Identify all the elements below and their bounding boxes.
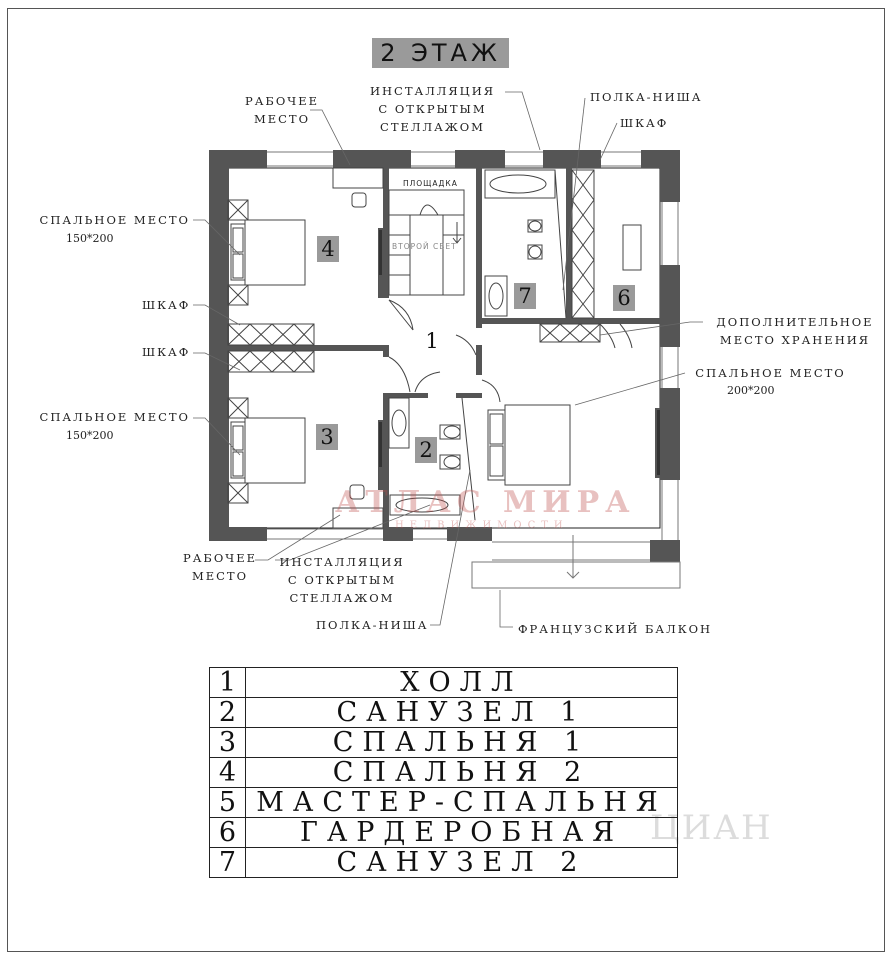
watermark-tagline: НЕДВИЖИМОСТИ [395,520,569,531]
floor-title: 2 ЭТАЖ [372,38,509,68]
label-bed-room3 [25,408,190,426]
legend-body [210,668,678,878]
room-number-6: 6 [613,285,635,311]
label-bed-master-size: 200*200 [727,384,775,397]
legend-room-name: МАСТЕР-СПАЛЬНЯ [246,788,678,818]
label-bed-master [688,364,853,382]
legend-room-name: САНУЗЕЛ 1 [246,698,678,728]
second-light-label: ВТОРОЙ СВЕТ [392,242,457,251]
room-number-2: 2 [415,437,437,463]
legend-row [210,668,678,698]
legend-number: 3 [210,728,246,758]
label-closet-left-1: ШКАФ [142,298,191,312]
label-install-bottom-text: ИНСТАЛЛЯЦИЯ С ОТКРЫТЫМ СТЕЛЛАЖОМ [279,555,405,605]
legend-number: 2 [210,698,246,728]
label-work-top [236,92,328,128]
leader-lines [193,92,703,627]
label-bed-room3-name: СПАЛЬНОЕ МЕСТО [39,410,190,424]
label-install-top-text: ИНСТАЛЛЯЦИЯ С ОТКРЫТЫМ СТЕЛЛАЖОМ [369,84,496,134]
watermark-corner: ЦИАН [650,808,773,848]
legend-number: 7 [210,848,246,878]
label-work-bottom [180,549,260,585]
label-work-top-text: РАБОЧЕЕ МЕСТО [244,94,319,126]
label-work-bottom-text: РАБОЧЕЕ МЕСТО [182,551,257,583]
label-closet-left-2: ШКАФ [142,345,191,359]
legend-row [210,698,678,728]
legend-number: 5 [210,788,246,818]
label-bed-room3-size: 150*200 [66,429,114,442]
legend-room-name: СПАЛЬНЯ 1 [246,728,678,758]
label-install-top [360,82,505,136]
label-closet-top: ШКАФ [620,116,669,130]
label-extra-storage-text: ДОПОЛНИТЕЛЬНОЕ МЕСТО ХРАНЕНИЯ [716,315,874,347]
label-bed-room4 [25,211,190,229]
legend-row [210,818,678,848]
legend-number: 4 [210,758,246,788]
label-install-bottom [268,553,416,607]
label-shelf-bottom: ПОЛКА-НИША [316,618,429,632]
room-number-7: 7 [514,283,536,309]
legend-row [210,788,678,818]
watermark-brand: АТЛАС МИРА [335,485,636,520]
label-bed-room4-size: 150*200 [66,232,114,245]
label-bed-master-name: СПАЛЬНОЕ МЕСТО [695,366,846,380]
legend-room-name: САНУЗЕЛ 2 [246,848,678,878]
label-extra-storage [705,313,885,349]
room-number-4: 4 [317,236,339,262]
legend-room-name: ГАРДЕРОБНАЯ [246,818,678,848]
label-bed-room4-name: СПАЛЬНОЕ МЕСТО [39,213,190,227]
landing-label: ПЛОЩАДКА [403,179,458,188]
room-number-3: 3 [316,424,338,450]
legend-row [210,758,678,788]
legend-row [210,848,678,878]
room-number-1: 1 [425,329,439,353]
legend-room-name: СПАЛЬНЯ 2 [246,758,678,788]
label-balcony: ФРАНЦУЗСКИЙ БАЛКОН [518,622,713,636]
legend-row [210,728,678,758]
legend-number: 6 [210,818,246,848]
legend-number: 1 [210,668,246,698]
label-shelf-top: ПОЛКА-НИША [590,90,703,104]
legend-room-name: ХОЛЛ [246,668,678,698]
legend-table [209,667,678,878]
